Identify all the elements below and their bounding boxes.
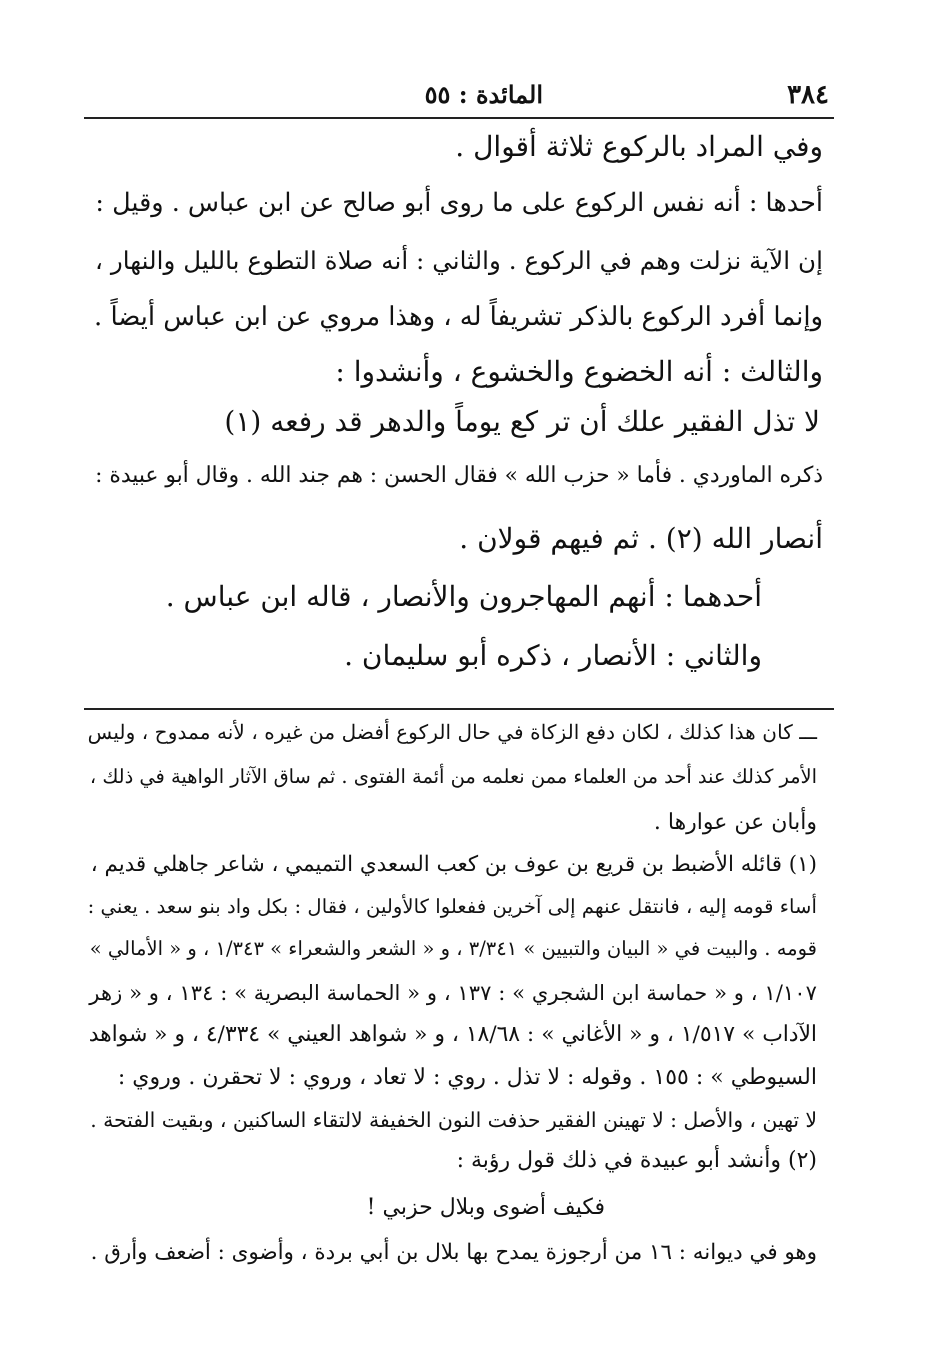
running-title: المائدة : ٥٥ — [424, 80, 543, 109]
body-line: والثاني : الأنصار ، ذكره أبو سليمان . — [344, 639, 762, 672]
body-line: أحدهما : أنهم المهاجرون والأنصار ، قاله ابن عباس . — [165, 580, 762, 613]
footnote-line: الآداب » ١/٥١٧ ، و « الأغاني » : ١٨/٦٨ ، و « شواهد العيني » ٤/٣٣٤ ، و « شواهد — [88, 1022, 817, 1047]
body-line: والثالث : أنه الخضوع والخشوع ، وأنشدوا : — [335, 355, 823, 388]
poetry-verse: لا تذل الفقير علك أن تر كع يوماً والدهر قد رفعه (١) — [224, 405, 820, 438]
footnote-line: قومه . والبيت في « البيان والتبيين » ٣/٣٤١ ، و « الشعر والشعراء » ١/٣٤٣ ، و « الأمالي » — [89, 937, 817, 960]
body-line: أنصار الله (٢) . ثم فيهم قولان . — [459, 522, 823, 555]
footnote-verse: فكيف أضوى وبلال حزبي ! — [366, 1195, 605, 1220]
header-rule — [84, 117, 834, 119]
body-line: وفي المراد بالركوع ثلاثة أقوال . — [455, 130, 823, 163]
footnote-line: وهو في ديوانه : ١٦ من أرجوزة يمدح بها بلال بن أبي بردة ، وأضوى : أضعف وأرق . — [90, 1240, 817, 1265]
body-line: وإنما أفرد الركوع بالذكر تشريفاً له ، وهذا مروي عن ابن عباس أيضاً . — [94, 302, 823, 332]
footnote-line: ـــ كان هذا كذلك ، لكان دفع الزكاة في حال الركوع أفضل من غيره ، لأنه ممدوح ، وليس — [87, 720, 817, 744]
footnote-line: الأمر كذلك عند أحد من العلماء ممن نعلمه من أئمة الفتوى . ثم ساق الآثار الواهية في ذلك ، — [89, 765, 817, 788]
footnote-separator — [84, 708, 834, 710]
footnote-line: (١) قائله الأضبط بن قريع بن عوف بن كعب السعدي التميمي ، شاعر جاهلي قديم ، — [90, 852, 817, 877]
page-number: ٣٨٤ — [787, 80, 829, 110]
body-line: إن الآية نزلت وهم في الركوع . والثاني : أنه صلاة التطوع بالليل والنهار ، — [95, 246, 823, 275]
footnote-line: (٢) وأنشد أبو عبيدة في ذلك قول رؤبة : — [456, 1148, 817, 1173]
footnote-line: السيوطي » : ١٥٥ . وقوله : لا تذل . روي : لا تعاد ، وروي : لا تحقرن . وروي : — [117, 1065, 817, 1090]
footnote-line: ١/١٠٧ ، و « حماسة ابن الشجري » : ١٣٧ ، و « الحماسة البصرية » : ١٣٤ ، و « زهر — [89, 980, 817, 1005]
body-line: ذكره الماوردي . فأما « حزب الله » فقال الحسن : هم جند الله . وقال أبو عبيدة : — [95, 463, 823, 488]
body-line: أحدها : أنه نفس الركوع على ما روى أبو صالح عن ابن عباس . وقيل : — [95, 188, 823, 218]
footnote-line: وأبان عن عوارها . — [653, 810, 817, 835]
footnote-line: لا تهين ، والأصل : لا تهينن الفقير حذفت النون الخفيفة لالتقاء الساكنين ، وبقيت الفتحة . — [90, 1108, 817, 1132]
footnote-line: أساء قومه إليه ، فانتقل عنهم إلى آخرين ففعلوا كالأولين ، فقال : بكل واد بنو سعد . يعني : — [87, 895, 817, 918]
